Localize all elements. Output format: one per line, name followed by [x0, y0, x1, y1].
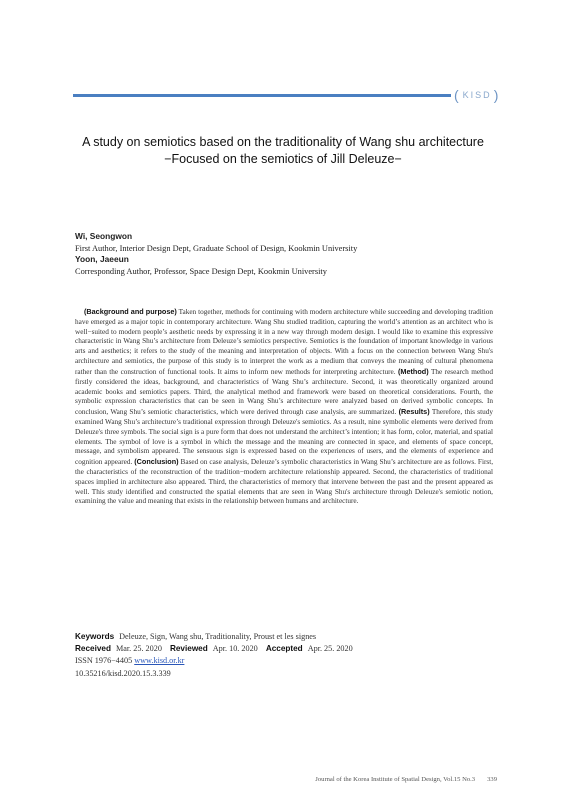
abstract-text-results: Therefore, this study examined Wang Shu’s architecture’s traditional expression through Deleuze's semiotics. As a result, nine symbolic elements were derived from Deleuze's three symbols. The social sign is a pure form that does not understand the architect’s intention; it has form, color, material, and spatial elements. The symbol of love is a symbol in which the message and the meaning are connected in space, and elements of space concept, message, and symbolism appeared. The sensuous sign is expressed based on the experiences of users, and the elements of experience and cognition appeared. [75, 408, 493, 467]
article-meta [75, 631, 515, 680]
keywords-value: Deleuze, Sign, Wang shu, Traditionality, Proust et les signes [119, 632, 317, 641]
accepted-label: Accepted [265, 644, 303, 654]
received-label: Received [75, 644, 111, 654]
paper-title [40, 134, 526, 168]
reviewed-value: Apr. 10. 2020 [212, 644, 258, 654]
keywords-row [75, 631, 515, 643]
issn-row [75, 655, 515, 667]
logo-text: KISD [462, 90, 492, 100]
author-2-affiliation: Corresponding Author, Professor, Space Design Dept, Kookmin University [75, 266, 327, 276]
page-number: 339 [487, 776, 497, 783]
dates-row [75, 643, 515, 655]
abstract-head-results: (Results) [398, 407, 430, 417]
abstract-text-method: The research method firstly considered the ideas, background, and characteristics of Wang Shu’s architecture. Second, it was theoretically organized around academic books and semiotics papers. Third, the analytical method and framework were based on theoretical considerations. Fourth, the symbolic expression characteristics that can be seen in Wang Shu’s architecture were analyzed based on derived symbolic concepts. In conclusion, Wang Shu’s semiotic characteristics, which were derived through case analysis, are summarized. [75, 367, 493, 417]
abstract-head-method: (Method) [398, 366, 429, 376]
author-block [75, 231, 515, 277]
abstract-head-background: (Background and purpose) [84, 307, 177, 316]
logo-open: ( [454, 87, 461, 103]
title-line-1: A study on semiotics based on the traditionality of Wang shu architecture [82, 135, 484, 149]
accepted-value: Apr. 25. 2020 [307, 644, 353, 654]
journal-logo [454, 87, 500, 103]
header-rule [73, 94, 451, 97]
abstract-head-conclusion: (Conclusion) [134, 457, 179, 467]
issn-value: ISSN 1976−4405 [75, 656, 133, 666]
author-1-affiliation: First Author, Interior Design Dept, Graduate School of Design, Kookmin University [75, 243, 358, 253]
keywords-label: Keywords [75, 632, 115, 641]
title-line-2: −Focused on the semiotics of Jill Deleuze− [164, 152, 402, 166]
abstract-text-background: Taken together, methods for continuing with modern architecture while succeeding and developing tradition have emerged as a major topic in contemporary architecture. Wang Shu studied tradition, capturing the world’s attention as an architect who is well−suited to modern people’s aesthetic needs by expressing it in a new way through modern design. I would like to examine this expressive characteristic in Wang Shu’s architecture from Deleuze’s semiotics perspective. Semiotics is the foundation of important knowledge in various arts and aesthetics; it refers to the study of the meaning and interpretation of objects. With a focus on the connection between Wang Shu's architecture and semiotics, the purpose of this study is to interpret the work as a medium that conveys the meaning of cultural phenomena rather than the construction of functional tools. It aims to inform new methods for interpreting architecture. [75, 308, 493, 376]
doi-value: 10.35216/kisd.2020.15.3.339 [75, 668, 171, 678]
abstract [75, 307, 493, 507]
reviewed-label: Reviewed [169, 644, 208, 654]
received-value: Mar. 25. 2020 [115, 644, 162, 654]
author-2-name: Yoon, Jaeeun [75, 254, 129, 264]
footer-journal: Journal of the Korea Institute of Spatial Design, Vol.15 No.3 [315, 776, 476, 783]
abstract-text-conclusion: Based on case analysis, Deleuze’s symbolic characteristics in Wang Shu’s architecture are as follows. First, the characteristics of the reconstruction of the tradition−modern architecture relationship appeared. Second, the characteristics of traditional spaces implied in architecture also appeared. Third, the characteristics of memory that intervene between the past and the present appeared as well. This study identified and constructed the spatial elements that are seen in Wang Shu's architecture through Deleuze's semiotic notion, examining the value and meaning that exists in the relationship between humans and architecture. [75, 458, 494, 506]
journal-url-link[interactable]: www.kisd.or.kr [134, 656, 185, 666]
author-1-name: Wi, Seongwon [75, 231, 133, 241]
logo-close: ) [493, 87, 501, 103]
page-footer [200, 776, 497, 783]
